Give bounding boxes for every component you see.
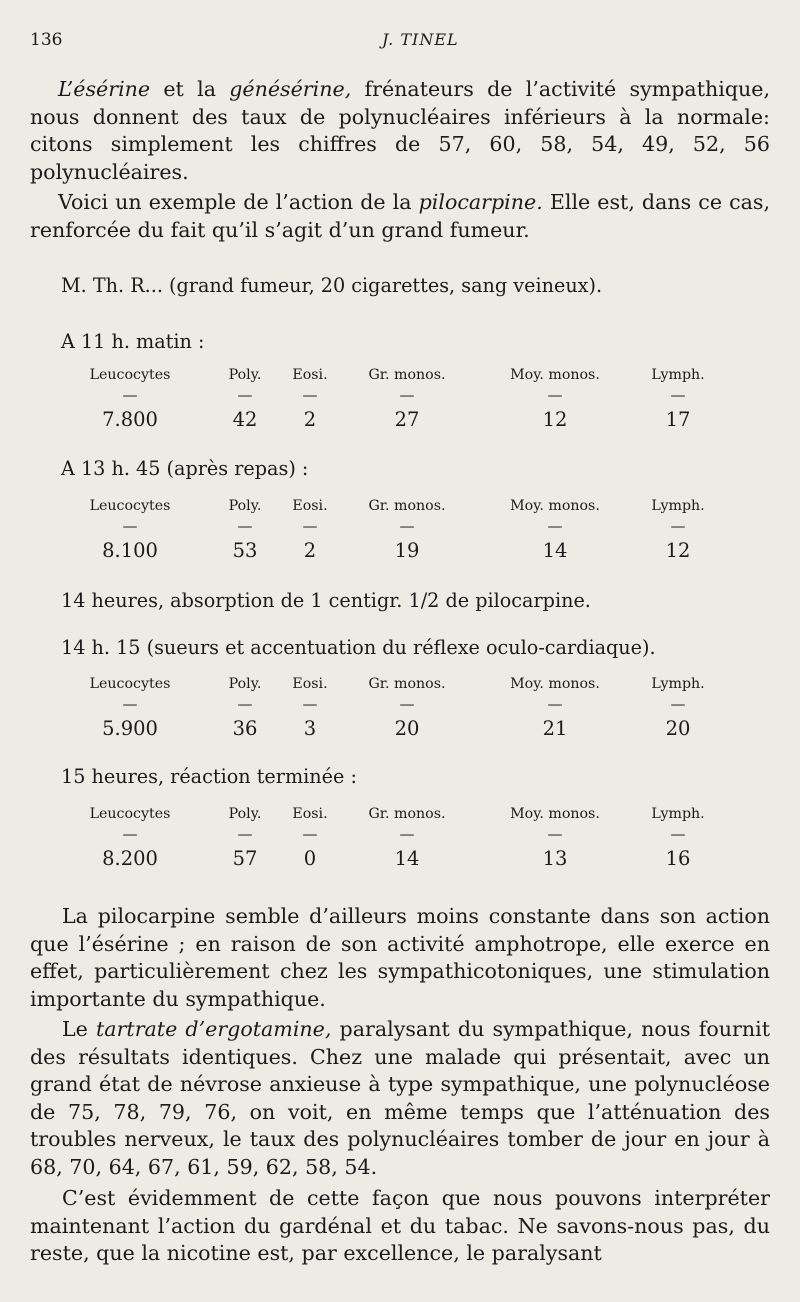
cell-poly: 36 [232,717,258,740]
header-dash: — [302,517,318,535]
cell-moy-monos: 14 [542,539,568,562]
header-dash: — [302,386,318,404]
cell-leucocytes: 7.800 [102,408,158,431]
cell-gr-monos: 20 [394,717,420,740]
paragraph-pilocarpine-intro [30,189,770,244]
col-header-eosi: Eosi. [292,676,328,692]
measurement-label-1: A 11 h. matin : [61,330,205,353]
col-header-eosi: Eosi. [292,367,328,383]
cell-lymph: 17 [665,408,691,431]
term-pilocarpine: pilocarpine. [418,190,543,214]
cell-lymph: 12 [665,539,691,562]
text-fragment: Voici un exemple de l’action de la [58,190,419,214]
col-header-poly: Poly. [228,498,262,514]
col-header-moy-monos: Moy. monos. [510,676,600,692]
text-fragment: Elle est, dans ce cas, renforcée du fait qu’il s’agit d’un grand fumeur. [30,190,770,242]
paragraph-gardenal-tabac: C’est évidemment de cette façon que nous pouvons interpréter maintenant l’action du gardénal et du tabac. Ne savons-nous pas, du reste, que la nicotine est, par excellence, le paralysant [30,1186,770,1265]
header-dash: — [547,386,563,404]
header-dash: — [302,695,318,713]
header-dash: — [670,695,686,713]
measurement-label-3: 14 h. 15 (sueurs et accentuation du réflexe oculo-cardiaque). [61,636,656,659]
cell-poly: 42 [232,408,258,431]
header-dash: — [399,517,415,535]
cell-leucocytes: 8.200 [102,847,158,870]
col-header-leucocytes: Leucocytes [89,806,171,822]
header-dash: — [237,825,253,843]
col-header-leucocytes: Leucocytes [89,498,171,514]
cell-eosi: 2 [303,539,317,562]
header-dash: — [547,517,563,535]
col-header-lymph: Lymph. [651,498,705,514]
col-header-poly: Poly. [228,367,262,383]
col-header-leucocytes: Leucocytes [89,367,171,383]
col-header-eosi: Eosi. [292,498,328,514]
cell-gr-monos: 19 [394,539,420,562]
header-dash: — [399,825,415,843]
col-header-gr-monos: Gr. monos. [368,498,446,514]
paragraph-eserine [30,76,770,186]
term-eserine: L’ésérine [58,77,151,101]
cell-moy-monos: 21 [542,717,568,740]
header-dash: — [302,825,318,843]
measurement-label-4: 15 heures, réaction terminée : [61,765,357,788]
header-dash: — [670,825,686,843]
text-fragment: et la [150,77,230,101]
col-header-gr-monos: Gr. monos. [368,676,446,692]
cell-leucocytes: 5.900 [102,717,158,740]
col-header-eosi: Eosi. [292,806,328,822]
page-header [30,30,770,58]
header-dash: — [122,695,138,713]
col-header-gr-monos: Gr. monos. [368,367,446,383]
col-header-lymph: Lymph. [651,367,705,383]
header-dash: — [670,517,686,535]
header-dash: — [122,517,138,535]
page-number: 136 [30,30,63,50]
text-fragment: Le [62,1017,97,1041]
cell-gr-monos: 14 [394,847,420,870]
header-dash: — [237,386,253,404]
header-dash: — [547,825,563,843]
cell-lymph: 16 [665,847,691,870]
col-header-moy-monos: Moy. monos. [510,806,600,822]
text-fragment: paralysant du sympathique, nous fournit des résultats identiques. Chez une malade qui présentait, avec un grand état de névrose anxieuse à type sympathique, une polynucléose de 75, 78, 79, 76, on voit, en même temps que l’atténuation des troubles nerveux, le taux des polynucléaires tomber de jour en jour à 68, 70, 64, 67, 61, 59, 62, 58, 54. [30,1017,770,1179]
header-dash: — [547,695,563,713]
cell-moy-monos: 12 [542,408,568,431]
header-dash: — [399,386,415,404]
col-header-poly: Poly. [228,806,262,822]
col-header-leucocytes: Leucocytes [89,676,171,692]
running-head: J. TINEL [382,30,459,49]
col-header-moy-monos: Moy. monos. [510,367,600,383]
paragraph-pilocarpine-constancy: La pilocarpine semble d’ailleurs moins constante dans son action que l’ésérine ; en raison de son activité amphotrope, elle exerce en effet, particulièrement chez les sympathicotoniques, une stimulation importante du sympathique. [30,904,770,1011]
col-header-gr-monos: Gr. monos. [368,806,446,822]
term-geneserine: génésérine, [229,77,352,101]
col-header-moy-monos: Moy. monos. [510,498,600,514]
header-dash: — [670,386,686,404]
cell-eosi: 0 [303,847,317,870]
term-tartrate-ergotamine: tartrate d’ergotamine, [96,1017,332,1041]
header-dash: — [237,517,253,535]
cell-leucocytes: 8.100 [102,539,158,562]
patient-line: M. Th. R... (grand fumeur, 20 cigarettes, sang veineux). [61,274,603,297]
paragraph-ergotamine [30,1016,770,1181]
header-dash: — [122,386,138,404]
col-header-lymph: Lymph. [651,676,705,692]
col-header-poly: Poly. [228,676,262,692]
text-fragment: frénateurs de l’activité sympathique, nous donnent des taux de polynucléaires inférieurs à la normale: citons simplement les chiffres de 57, 60, 58, 54, 49, 52, 56 polynucléaires. [30,77,770,184]
cell-lymph: 20 [665,717,691,740]
header-dash: — [237,695,253,713]
absorption-line: 14 heures, absorption de 1 centigr. 1/2 de pilocarpine. [61,589,591,612]
measurement-label-2: A 13 h. 45 (après repas) : [61,457,309,480]
header-dash: — [122,825,138,843]
header-dash: — [399,695,415,713]
cell-eosi: 2 [303,408,317,431]
cell-gr-monos: 27 [394,408,420,431]
cell-eosi: 3 [303,717,317,740]
cell-poly: 53 [232,539,258,562]
col-header-lymph: Lymph. [651,806,705,822]
cell-moy-monos: 13 [542,847,568,870]
cell-poly: 57 [232,847,258,870]
